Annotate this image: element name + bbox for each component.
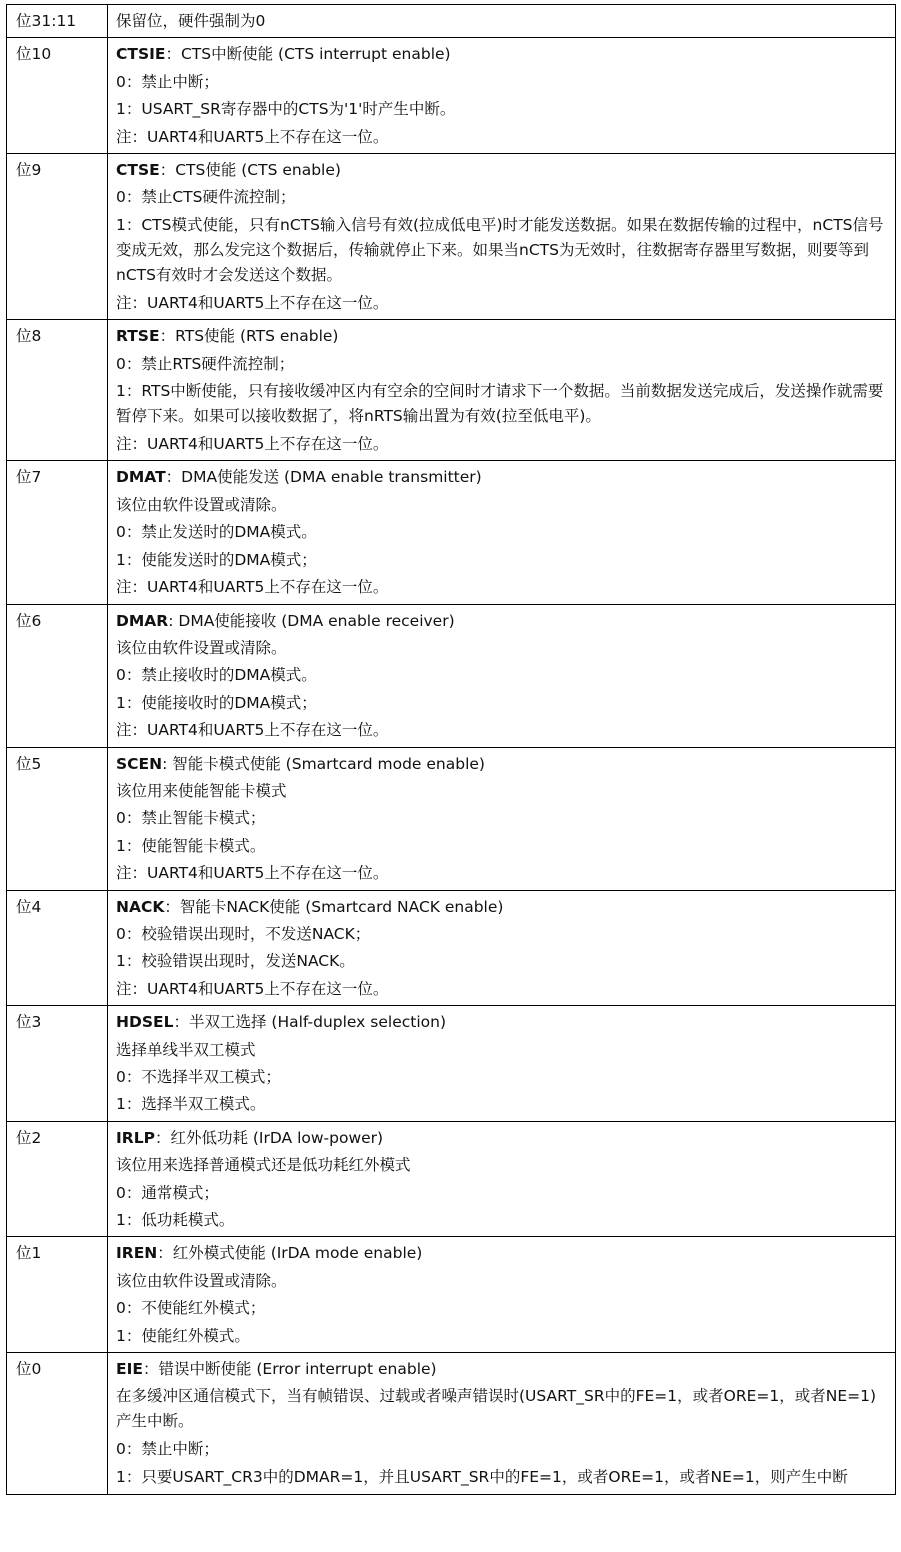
bit-label — [7, 38, 108, 154]
bit-label-text: 位5 — [16, 754, 42, 773]
field-heading — [116, 1356, 889, 1383]
bit-label — [7, 1121, 108, 1237]
description-note: 注：UART4和UART5上不存在这一位。 — [116, 435, 389, 454]
description-paragraph: 1：CTS模式使能，只有nCTS输入信号有效(拉成低电平)时才能发送数据。如果在数据传输的过程中，nCTS信号变成无效，那么发完这个数据后，传输就停止下来。如果当nCTS为无效时，往数据寄存器里写数据，则要等到nCTS有效时才会发送这个数据。 — [116, 215, 884, 284]
bit-row-4 — [7, 890, 896, 1006]
description-line: 该位用来使能智能卡模式 — [116, 781, 287, 800]
description-line: 1：使能发送时的DMA模式； — [116, 550, 317, 569]
bit-description — [108, 1237, 896, 1353]
bit-row-1 — [7, 1237, 896, 1353]
field-name: IRLP — [116, 1128, 155, 1147]
bit-description — [108, 1121, 896, 1237]
bit-description — [108, 1006, 896, 1122]
field-title: ：CTS中断使能 (CTS interrupt enable) — [165, 45, 451, 64]
bit-label — [7, 604, 108, 747]
field-heading — [116, 1240, 889, 1267]
description-line: 1：USART_SR寄存器中的CTS为'1'时产生中断。 — [116, 100, 456, 119]
description-line: 该位用来选择普通模式还是低功耗红外模式 — [116, 1156, 411, 1175]
field-heading — [116, 894, 889, 921]
bit-description — [108, 1353, 896, 1495]
bit-row-6 — [7, 604, 896, 747]
field-name: RTSE — [116, 327, 160, 346]
bit-row-31-11 — [7, 5, 896, 38]
bit-label — [7, 320, 108, 461]
bit-row-7 — [7, 461, 896, 604]
description-line: 0：不使能红外模式； — [116, 1299, 266, 1318]
description-note: 注：UART4和UART5上不存在这一位。 — [116, 864, 389, 883]
bit-label — [7, 890, 108, 1006]
description-line: 0：禁止中断； — [116, 1440, 219, 1459]
description-note: 注：UART4和UART5上不存在这一位。 — [116, 578, 389, 597]
bit-label — [7, 1006, 108, 1122]
description-line: 该位由软件设置或清除。 — [116, 1271, 287, 1290]
bit-label-text: 位6 — [16, 611, 42, 630]
description-note: 注：UART4和UART5上不存在这一位。 — [116, 721, 389, 740]
bit-row-3 — [7, 1006, 896, 1122]
field-heading — [116, 608, 889, 635]
description-line: 0：通常模式； — [116, 1183, 219, 1202]
description-note: 注：UART4和UART5上不存在这一位。 — [116, 293, 389, 312]
bit-label-text: 位10 — [16, 45, 52, 64]
field-name: EIE — [116, 1360, 143, 1379]
bit-label-text: 位0 — [16, 1360, 42, 1379]
field-title: ：红外低功耗 (IrDA low-power) — [154, 1128, 384, 1147]
field-heading — [116, 1009, 889, 1036]
field-title: ：红外模式使能 (IrDA mode enable) — [157, 1244, 423, 1263]
field-title: ：DMA使能发送 (DMA enable transmitter) — [165, 468, 482, 487]
description-line: 0：禁止智能卡模式； — [116, 809, 266, 828]
bit-row-5 — [7, 747, 896, 890]
bit-label — [7, 1237, 108, 1353]
bit-label-text: 位31:11 — [16, 12, 77, 30]
description-note: 注：UART4和UART5上不存在这一位。 — [116, 979, 389, 998]
bit-label-text: 位8 — [16, 327, 42, 346]
description-paragraph: 在多缓冲区通信模式下，当有帧错误、过载或者噪声错误时(USART_SR中的FE=1，或者ORE=1，或者NE=1)产生中断。 — [116, 1387, 877, 1431]
field-name: DMAR — [116, 611, 169, 630]
bit-label — [7, 1353, 108, 1495]
description-line: 0：禁止中断； — [116, 72, 219, 91]
bit-description — [108, 154, 896, 320]
bit-row-0 — [7, 1353, 896, 1495]
field-heading — [116, 323, 889, 350]
description-line: 保留位，硬件强制为0 — [116, 12, 266, 30]
field-name: IREN — [116, 1244, 158, 1263]
register-bit-table-body — [7, 5, 896, 1495]
register-bit-table — [6, 4, 896, 1495]
description-line: 1：校验错误出现时，发送NACK。 — [116, 952, 355, 971]
description-line: 0：禁止接收时的DMA模式。 — [116, 666, 317, 685]
bit-description — [108, 747, 896, 890]
field-name: HDSEL — [116, 1013, 174, 1032]
bit-label-text: 位4 — [16, 897, 42, 916]
field-title: ：智能卡NACK使能 (Smartcard NACK enable) — [164, 897, 504, 916]
field-title: : 智能卡模式使能 (Smartcard mode enable) — [162, 754, 485, 773]
field-title: ：RTS使能 (RTS enable) — [159, 327, 339, 346]
description-line: 0：禁止发送时的DMA模式。 — [116, 523, 317, 542]
bit-label-text: 位3 — [16, 1013, 42, 1032]
field-name: SCEN — [116, 754, 163, 773]
bit-label-text: 位1 — [16, 1244, 42, 1263]
field-name: DMAT — [116, 468, 166, 487]
description-line: 该位由软件设置或清除。 — [116, 638, 287, 657]
field-name: NACK — [116, 897, 165, 916]
field-heading — [116, 157, 889, 184]
bit-description — [108, 320, 896, 461]
description-line: 0：禁止RTS硬件流控制； — [116, 354, 295, 373]
description-line: 1：使能接收时的DMA模式； — [116, 693, 317, 712]
description-line: 1：使能智能卡模式。 — [116, 836, 266, 855]
description-line: 选择单线半双工模式 — [116, 1040, 256, 1059]
bit-row-2 — [7, 1121, 896, 1237]
bit-row-8 — [7, 320, 896, 461]
bit-label — [7, 154, 108, 320]
description-line: 0：校验错误出现时，不发送NACK； — [116, 924, 371, 943]
bit-description — [108, 461, 896, 604]
description-line: 1：使能红外模式。 — [116, 1326, 250, 1345]
field-heading — [116, 41, 889, 68]
description-line: 0：禁止CTS硬件流控制； — [116, 188, 296, 207]
field-heading — [116, 464, 889, 491]
bit-label-text: 位9 — [16, 161, 42, 180]
description-line: 1：选择半双工模式。 — [116, 1095, 266, 1114]
field-title: : DMA使能接收 (DMA enable receiver) — [168, 611, 455, 630]
bit-row-9 — [7, 154, 896, 320]
description-line: 该位由软件设置或清除。 — [116, 495, 287, 514]
bit-label-text: 位7 — [16, 468, 42, 487]
field-name: CTSIE — [116, 45, 166, 64]
description-line: 0：不选择半双工模式； — [116, 1068, 281, 1086]
description-paragraph: 1：RTS中断使能，只有接收缓冲区内有空余的空间时才请求下一个数据。当前数据发送完成后，发送操作就需要暂停下来。如果可以接收数据了，将nRTS输出置为有效(拉至低电平)。 — [116, 382, 884, 426]
description-line: 1：低功耗模式。 — [116, 1211, 235, 1230]
field-title: ：错误中断使能 (Error interrupt enable) — [142, 1360, 437, 1379]
bit-label — [7, 5, 108, 38]
description-paragraph: 1：只要USART_CR3中的DMAR=1，并且USART_SR中的FE=1，或者ORE=1，或者NE=1，则产生中断 — [116, 1467, 848, 1486]
description-note: 注：UART4和UART5上不存在这一位。 — [116, 127, 389, 146]
bit-description — [108, 890, 896, 1006]
bit-label-text: 位2 — [16, 1128, 42, 1147]
field-title: ：半双工选择 (Half-duplex selection) — [173, 1013, 446, 1032]
bit-description — [108, 5, 896, 38]
field-name: CTSE — [116, 161, 160, 180]
bit-label — [7, 461, 108, 604]
bit-label — [7, 747, 108, 890]
field-heading — [116, 1125, 889, 1152]
field-title: ：CTS使能 (CTS enable) — [159, 161, 341, 180]
field-heading — [116, 751, 889, 778]
bit-description — [108, 38, 896, 154]
bit-description — [108, 604, 896, 747]
bit-row-10 — [7, 38, 896, 154]
